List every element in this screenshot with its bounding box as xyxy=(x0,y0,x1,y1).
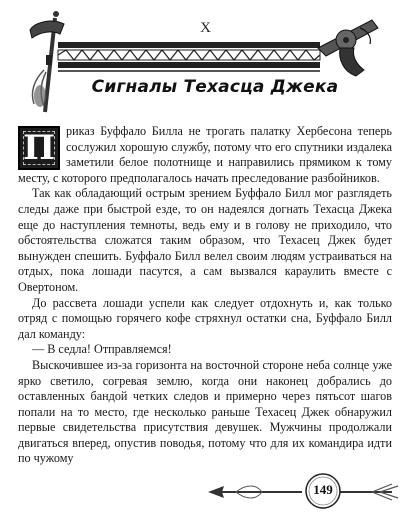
paragraph-2: Так как обладающий острым зрением Буффало Билл мог разглядеть следы даже при быстрой езде, то он надеялся догнать Техасца Джека еще до наступления темноты, ведь ему и в голову не приходило, что обстоятельства сложатся таким образом, что Техасец Джек будет вынужден спешить. Буффало Билл велел своим людям устраиваться на отдых, пока лошади пасутся, а сам вызвался караулить вместе с Овертоном. xyxy=(18,186,392,294)
page-footer xyxy=(0,470,410,513)
paragraph-1-text: риказ Буффало Билла не трогать палатку Хербесона теперь сослужил хорошую службу, потому что его спутники издалека заметили белое полотнище и направились прямиком к тому месту, с которого предполагалось начать преследование разбойников. xyxy=(18,124,392,185)
paragraph-4: — В седла! Отправляемся! xyxy=(32,342,172,357)
arrow-icon xyxy=(0,470,410,513)
drop-cap: П xyxy=(18,126,60,170)
header-ornament xyxy=(0,0,410,120)
page-number: 149 xyxy=(313,482,333,497)
chapter-header xyxy=(0,0,410,120)
chapter-title: Сигналы Техасца Джека xyxy=(91,77,339,97)
paragraph-5: Выскочившее из-за горизонта на восточной стороне неба солнце уже ярко светило, согревая землю, когда они наконец добрались до оставленных бандой четких следов и примерно через пятьсот шагов попали на то место, где несколько раньше Техасец Джек обнаружил первые свидетельства присутствия девушек. Мужчины продолжали двигаться вперед, опустив поводья, потому что для их командира идти по чужому xyxy=(18,357,392,466)
paragraph-1 xyxy=(18,124,392,186)
revolver-icon xyxy=(318,20,378,76)
tomahawk-icon xyxy=(30,11,64,112)
paragraph-3: До рассвета лошади успели как следует отдохнуть и, как только отряд с помощью горячего кофе стряхнул остатки сна, Буффало Билл дал команду: xyxy=(18,295,392,341)
body-text xyxy=(18,124,392,467)
chapter-number: X xyxy=(200,20,212,36)
header-band xyxy=(58,42,320,72)
